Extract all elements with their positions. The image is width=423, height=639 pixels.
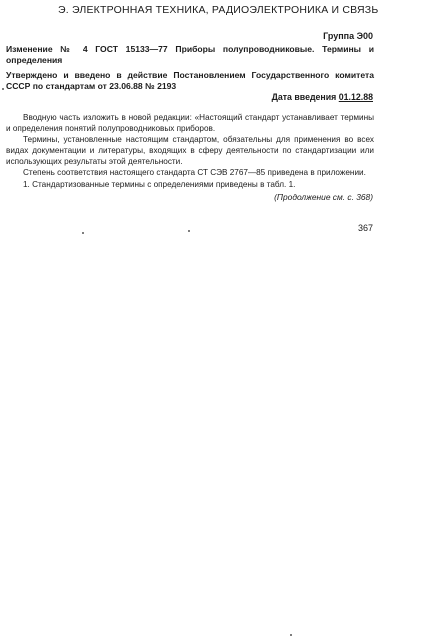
scan-speck [290,634,292,636]
page-number: 367 [357,223,373,233]
continuation-note: (Продолжение см. с. 368) [274,192,373,202]
scan-speck [188,230,190,232]
paragraph-item-1: 1. Стандартизованные термины с определениями приведены в табл. 1. [23,179,296,189]
scan-speck [82,232,84,234]
paragraph-compliance: Степень соответствия настоящего стандарта СТ СЭВ 2767—85 приведена в приложении. [23,168,366,178]
amendment-title: Изменение № 4 ГОСТ 15133—77 Приборы полупроводниковые. Термины и определения [6,44,374,65]
running-header: Э. ЭЛЕКТРОННАЯ ТЕХНИКА, РАДИОЭЛЕКТРОНИКА И СВЯЗЬ [58,4,379,16]
effective-date-label: Дата введения [271,92,337,102]
scan-speck [2,88,4,90]
paragraph-terms: Термины, установленные настоящим стандартом, обязательны для применения во всех видах документации и литературы, входящих в сферу деятельности по стандартизации или использующих результаты этой деятельности. [6,135,374,167]
effective-date-value: 01.12.88 [338,92,373,102]
effective-date [272,92,373,102]
paragraph-intro: Вводную часть изложить в новой редакции: «Настоящий стандарт устанавливает термины и определения понятий полупроводниковых приборов. [6,113,374,134]
group-label: Группа Э00 [323,31,373,41]
body-text [6,112,374,190]
approval-statement: Утверждено и введено в действие Постановлением Государственного комитета СССР по стандартам от 23.06.88 № 2193 [6,70,374,91]
